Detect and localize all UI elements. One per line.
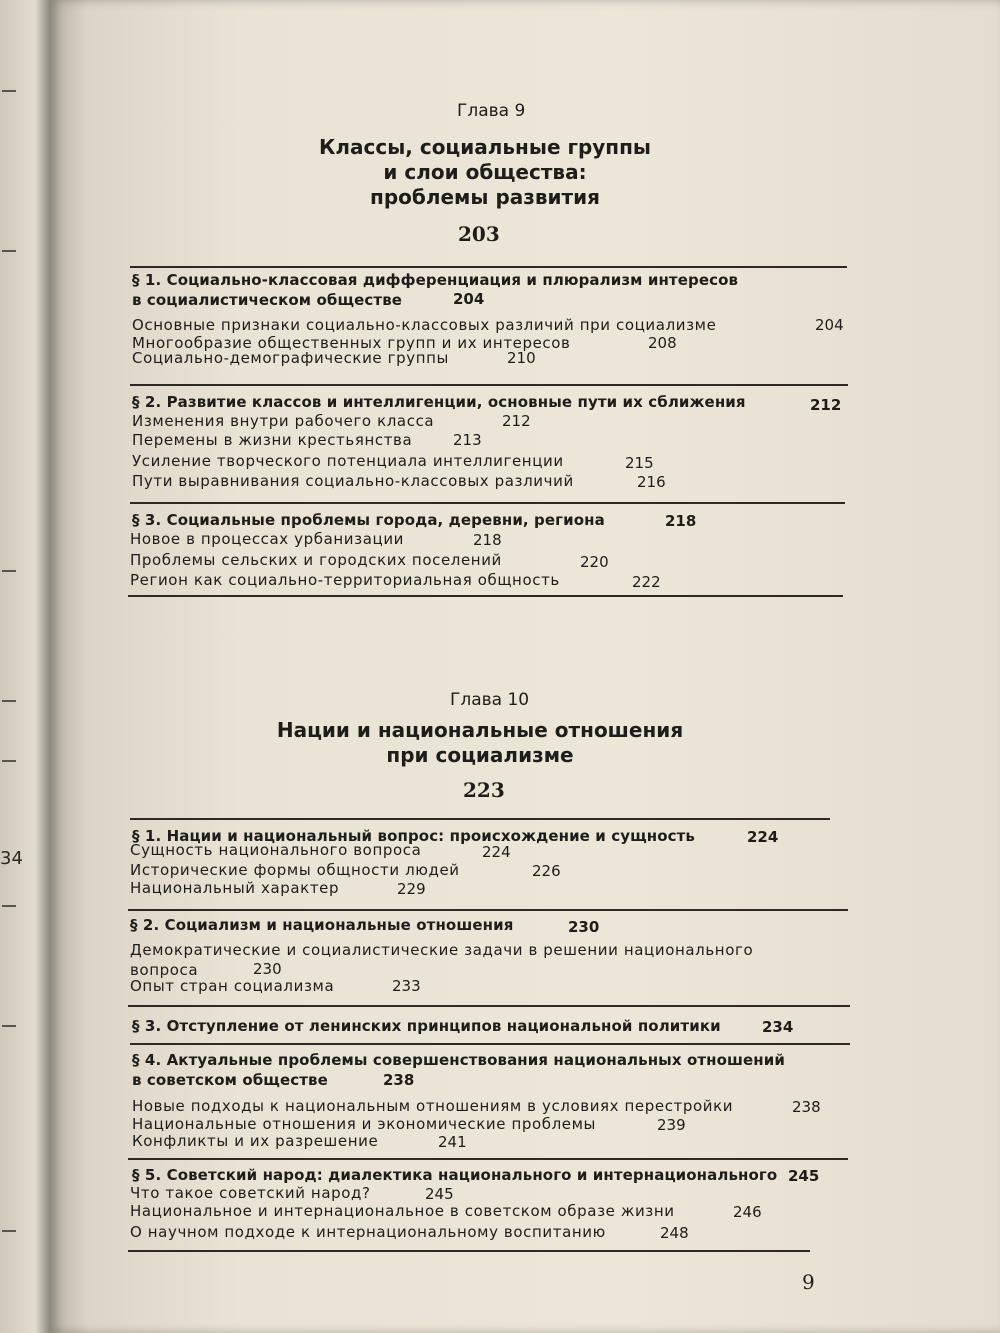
page-number: 9 [802, 1270, 815, 1294]
toc-entry: Что такое советский народ? [130, 1184, 371, 1202]
section-title-line: в советском обществе [132, 1071, 328, 1089]
section-page-number: 218 [665, 512, 697, 530]
margin-mark [2, 250, 16, 252]
entry-page-number: 229 [397, 880, 426, 898]
chapter-page-number: 223 [463, 778, 505, 802]
section-title-line: § 1. Нации и национальный вопрос: происхождение и сущность [132, 827, 695, 845]
entry-page-number: 213 [453, 431, 482, 449]
entry-page-number: 246 [733, 1203, 762, 1221]
margin-mark [2, 90, 16, 92]
entry-page-number: 224 [482, 843, 511, 861]
toc-entry: Многообразие общественных групп и их интересов [132, 334, 571, 352]
section-page-number: 224 [747, 828, 779, 846]
entry-page-number: 218 [473, 531, 502, 549]
entry-page-number: 220 [580, 553, 609, 571]
section-page-number: 245 [788, 1167, 820, 1185]
toc-entry: Национальные отношения и экономические проблемы [132, 1115, 596, 1133]
margin-mark [2, 905, 16, 907]
entry-page-number: 239 [657, 1116, 686, 1134]
toc-entry: Перемены в жизни крестьянства [132, 431, 413, 449]
toc-entry: Конфликты и их разрешение [132, 1132, 379, 1150]
toc-entry: Пути выравнивания социально-классовых различий [132, 472, 574, 490]
toc-entry: Регион как социально-территориальная общность [130, 571, 560, 589]
toc-entry: Социально-демографические группы [132, 349, 449, 367]
entry-page-number: 248 [660, 1224, 689, 1242]
section-heading [132, 510, 832, 530]
chapter-title-line: и слои общества: [383, 160, 587, 184]
toc-entry: Усиление творческого потенциала интеллигенции [132, 452, 564, 470]
section-title-line: § 2. Социализм и национальные отношения [130, 916, 514, 934]
chapter-title [200, 718, 760, 768]
divider-rule [128, 909, 848, 911]
book-page [50, 0, 1000, 1333]
divider-rule [130, 818, 830, 820]
divider-rule [128, 1158, 848, 1160]
section-heading [132, 392, 832, 412]
divider-rule [130, 502, 845, 504]
divider-rule [128, 1250, 810, 1252]
adjacent-page-fragment: 34 [0, 848, 23, 869]
entry-page-number: 241 [438, 1133, 467, 1151]
divider-rule [130, 384, 848, 386]
entry-page-number: 233 [392, 977, 421, 995]
section-page-number: 212 [810, 396, 842, 414]
margin-mark [2, 570, 16, 572]
margin-mark [2, 700, 16, 702]
toc-entry-line: вопроса [130, 961, 199, 979]
entry-page-number: 226 [532, 862, 561, 880]
section-title-line: в социалистическом обществе [132, 291, 403, 309]
entry-page-number: 238 [792, 1098, 821, 1116]
section-heading [132, 1016, 832, 1036]
entry-page-number: 204 [815, 316, 844, 334]
section-title-line: § 2. Развитие классов и интеллигенции, основные пути их сближения [132, 393, 746, 411]
section-title-line: § 4. Актуальные проблемы совершенствования национальных отношений [132, 1051, 785, 1069]
chapter-title-line: Нации и национальные отношения [276, 718, 684, 742]
chapter-title [205, 135, 765, 210]
toc-entry: Новые подходы к национальным отношениям в условиях перестройки [132, 1097, 734, 1115]
entry-page-number: 212 [502, 412, 531, 430]
divider-rule [130, 1043, 850, 1045]
section-title-line: § 5. Советский народ: диалектика национального и интернационального [132, 1166, 778, 1184]
toc-entry: Проблемы сельских и городских поселений [130, 551, 502, 569]
toc-entry-line: Демократические и социалистические задачи в решении национального [130, 941, 754, 959]
section-heading [132, 1050, 832, 1090]
toc-entry [130, 940, 753, 980]
entry-page-number: 208 [648, 334, 677, 352]
toc-entry: Исторические формы общности людей [130, 861, 460, 879]
chapter-label: Глава 10 [450, 690, 530, 710]
entry-page-number: 245 [425, 1185, 454, 1203]
entry-page-number: 222 [632, 573, 661, 591]
toc-entry: Национальное и интернациональное в советском образе жизни [130, 1202, 675, 1220]
entry-page-number: 216 [637, 473, 666, 491]
section-page-number: 234 [762, 1018, 794, 1036]
adjacent-page-edge [0, 0, 50, 1333]
chapter-title-line: проблемы развития [370, 185, 600, 209]
divider-rule [128, 1005, 850, 1007]
toc-entry: Национальный характер [130, 879, 340, 897]
toc-entry: Изменения внутри рабочего класса [132, 412, 435, 430]
section-title-line: § 1. Социально-классовая дифференциация и плюрализм интересов [132, 271, 739, 289]
toc-entry: О научном подходе к интернациональному воспитанию [130, 1223, 606, 1241]
margin-mark [2, 760, 16, 762]
section-title-line: § 3. Отступление от ленинских принципов национальной политики [132, 1017, 721, 1035]
toc-entry: Сущность национального вопроса [130, 841, 422, 859]
toc-entry: Новое в процессах урбанизации [130, 530, 405, 548]
chapter-title-line: Классы, социальные группы [318, 135, 652, 159]
divider-rule [130, 266, 847, 268]
section-page-number: 238 [383, 1071, 415, 1089]
section-heading [130, 915, 830, 935]
toc-entry: Опыт стран социализма [130, 977, 335, 995]
section-page-number: 230 [568, 918, 600, 936]
entry-page-number: 215 [625, 454, 654, 472]
entry-page-number: 230 [253, 960, 282, 978]
chapter-page-number: 203 [458, 222, 500, 246]
toc-entry: Основные признаки социально-классовых различий при социализме [132, 316, 717, 334]
chapter-title-line: при социализме [386, 743, 574, 767]
chapter-label: Глава 9 [457, 101, 526, 121]
entry-page-number: 210 [507, 349, 536, 367]
section-heading [132, 1165, 832, 1185]
divider-rule [128, 595, 843, 597]
section-page-number: 204 [453, 290, 485, 308]
margin-mark [2, 1025, 16, 1027]
margin-mark [2, 1230, 16, 1232]
section-title-line: § 3. Социальные проблемы города, деревни, региона [132, 511, 605, 529]
